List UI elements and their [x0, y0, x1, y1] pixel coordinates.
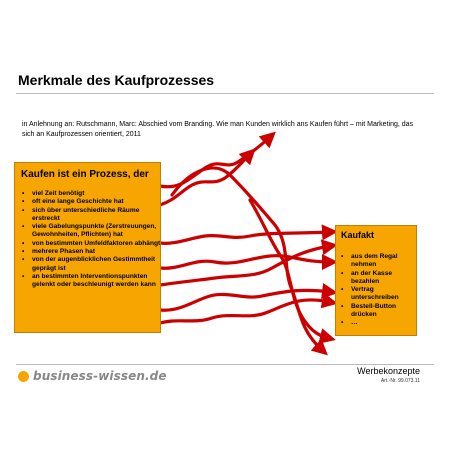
business-wissen-logo — [18, 367, 167, 385]
kaufakt-item: • aus dem Regal nehmen — [340, 253, 416, 270]
footer-article-number: Art.-Nr. 99.073.11 — [380, 378, 420, 384]
title-divider — [16, 93, 434, 94]
kaufakt-item: • Bestell-Button drücken — [340, 303, 416, 320]
process-item: • oft eine lange Geschichte hat — [21, 198, 161, 206]
citation-text: in Anlehnung an: Rutschmann, Marc: Abschied vom Branding. Wie man Kunden wirklich ans Kaufen führt – mit Marketing, das sich an Kaufprozessen orientiert, 2011 — [22, 121, 414, 138]
kaufakt-box — [335, 225, 417, 336]
slide-title: Merkmale des Kaufprozesses — [18, 72, 215, 88]
logo-dot-icon — [18, 371, 29, 382]
kaufakt-heading: Kaufakt — [341, 230, 375, 240]
process-item: • mehrere Phasen hat — [21, 248, 161, 256]
arrow-to-top-right — [160, 137, 270, 187]
process-item: • viel Zeit benötigt — [21, 190, 161, 198]
footer-category: Werbekonzepte — [357, 366, 420, 376]
arrow-to-kaufakt-2 — [160, 256, 330, 269]
process-item: • sich über unterschiedliche Räume erstreckt — [21, 207, 161, 224]
arrow-to-kaufakt-1 — [160, 232, 330, 243]
logo-text: business-wissen.de — [33, 369, 167, 383]
process-item: • an bestimmten Interventionspunkten gelenkt oder beschleunigt werden kann — [21, 273, 161, 290]
kaufakt-item: • … — [340, 319, 416, 327]
kaufakt-list — [340, 253, 416, 328]
kaufakt-item: • an der Kasse bezahlen — [340, 270, 416, 287]
arrow-down — [250, 200, 328, 338]
process-item: • von der augenblicklichen Gestimmtheit geprägt ist — [21, 256, 161, 273]
footer-divider — [16, 364, 434, 365]
process-list — [21, 190, 161, 290]
kaufakt-item: • Vertrag unterschreiben — [340, 286, 416, 303]
process-box-heading: Kaufen ist ein Prozess, der — [21, 169, 149, 180]
process-item: • viele Gabelungspunkte (Zerstreuungen, Gewohnheiten, Pflichten) hat — [21, 223, 161, 240]
process-box — [14, 162, 161, 333]
process-item: • von bestimmten Umfeldfaktoren abhängt — [21, 240, 161, 248]
